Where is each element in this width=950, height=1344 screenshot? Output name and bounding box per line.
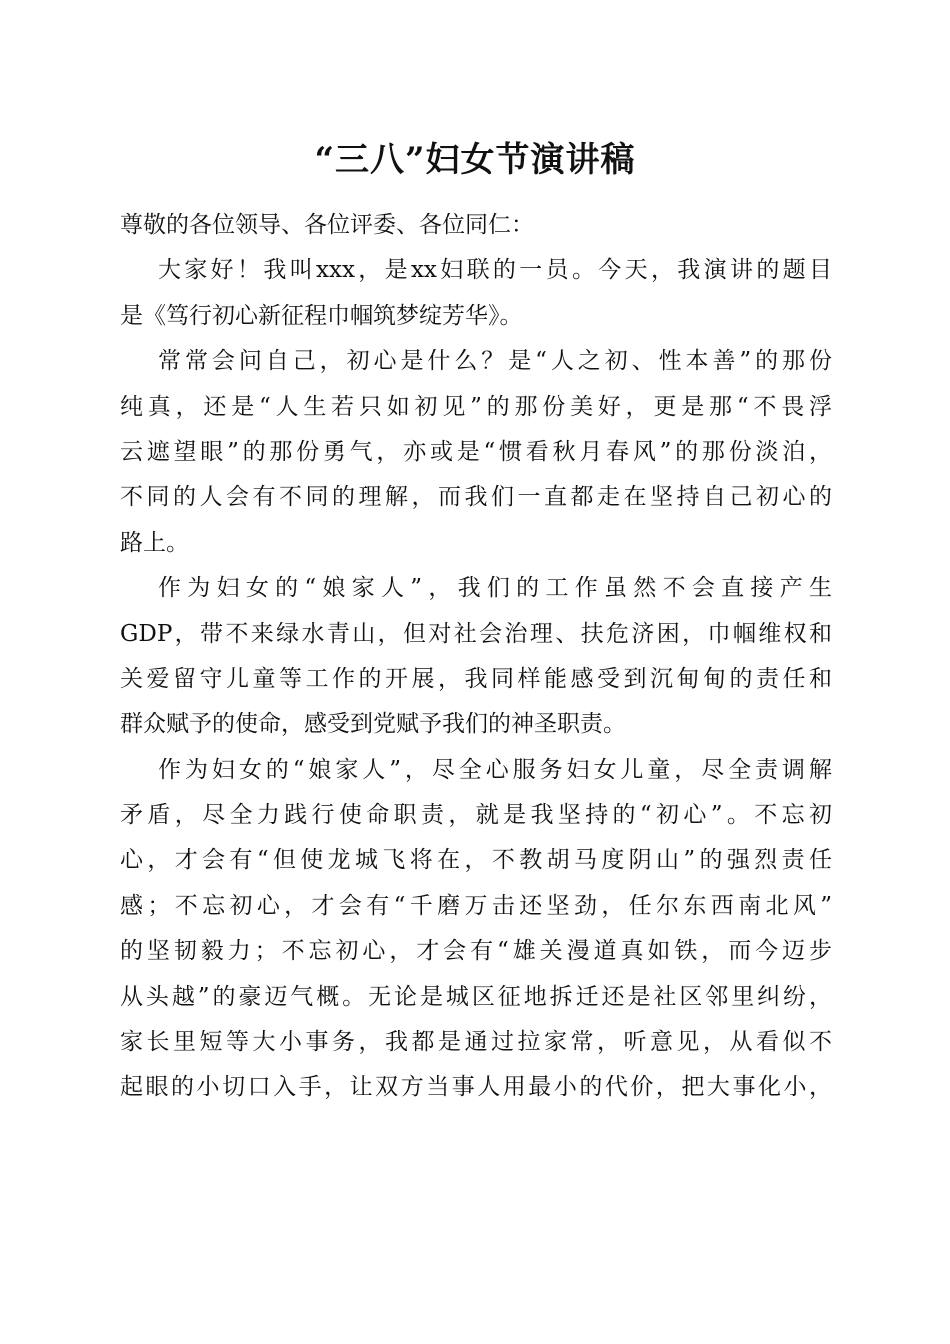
paragraph-3-line-1: 作为妇女的“娘家人”，我们的工作虽然不会直接产生: [158, 575, 832, 602]
paragraph-4-line-6: 从头越”的豪迈气概。无论是城区征地拆迁还是社区邻里纠纷，: [120, 983, 832, 1010]
paragraph-2-line-5: 路上。: [120, 529, 189, 556]
paragraph-4-line-8: 起眼的小切口入手，让双方当事人用最小的代价，把大事化小，: [120, 1074, 832, 1101]
paragraph-4-line-1: 作为妇女的“娘家人”，尽全心服务妇女儿童，尽全责调解: [158, 756, 832, 783]
paragraph-2-line-1: 常常会问自己，初心是什么？是“人之初、性本善”的那份: [158, 348, 832, 375]
paragraph-4-line-5: 的坚韧毅力；不忘初心，才会有“雄关漫道真如铁，而今迈步: [120, 938, 832, 965]
paragraph-1-line-2: 是《笃行初心新征程巾帼筑梦绽芳华》。: [120, 302, 523, 329]
paragraph-4-line-2: 矛盾，尽全力践行使命职责，就是我坚持的“初心”。不忘初: [120, 802, 832, 829]
document-title: “三八”妇女节演讲稿: [314, 140, 636, 180]
paragraph-2-line-4: 不同的人会有不同的理解，而我们一直都走在坚持自己初心的: [120, 484, 832, 511]
document-body: [120, 203, 832, 1111]
paragraph-4-line-4: 感；不忘初心，才会有“千磨万击还坚劲，任尔东西南北风”: [120, 892, 832, 919]
paragraph-3-line-4: 群众赋予的使命，感受到党赋予我们的神圣职责。: [120, 711, 626, 738]
paragraph-4-line-3: 心，才会有“但使龙城飞将在，不教胡马度阴山”的强烈责任: [120, 847, 832, 874]
paragraph-4-line-7: 家长里短等大小事务，我都是通过拉家常，听意见，从看似不: [120, 1029, 832, 1056]
paragraph-1-line-1: 大家好！我叫xxx，是xx妇联的一员。今天，我演讲的题目: [158, 257, 832, 284]
paragraph-2-line-2: 纯真，还是“人生若只如初见”的那份美好，更是那“不畏浮: [120, 393, 832, 420]
salutation-line: 尊敬的各位领导、各位评委、各位同仁：: [120, 212, 534, 238]
paragraph-2-line-3: 云遮望眼”的那份勇气，亦或是“惯看秋月春风”的那份淡泊，: [120, 438, 832, 465]
paragraph-3-line-2: GDP，带不来绿水青山，但对社会治理、扶危济困，巾帼维权和: [120, 620, 832, 647]
paragraph-3-line-3: 关爱留守儿童等工作的开展，我同样能感受到沉甸甸的责任和: [120, 665, 832, 692]
